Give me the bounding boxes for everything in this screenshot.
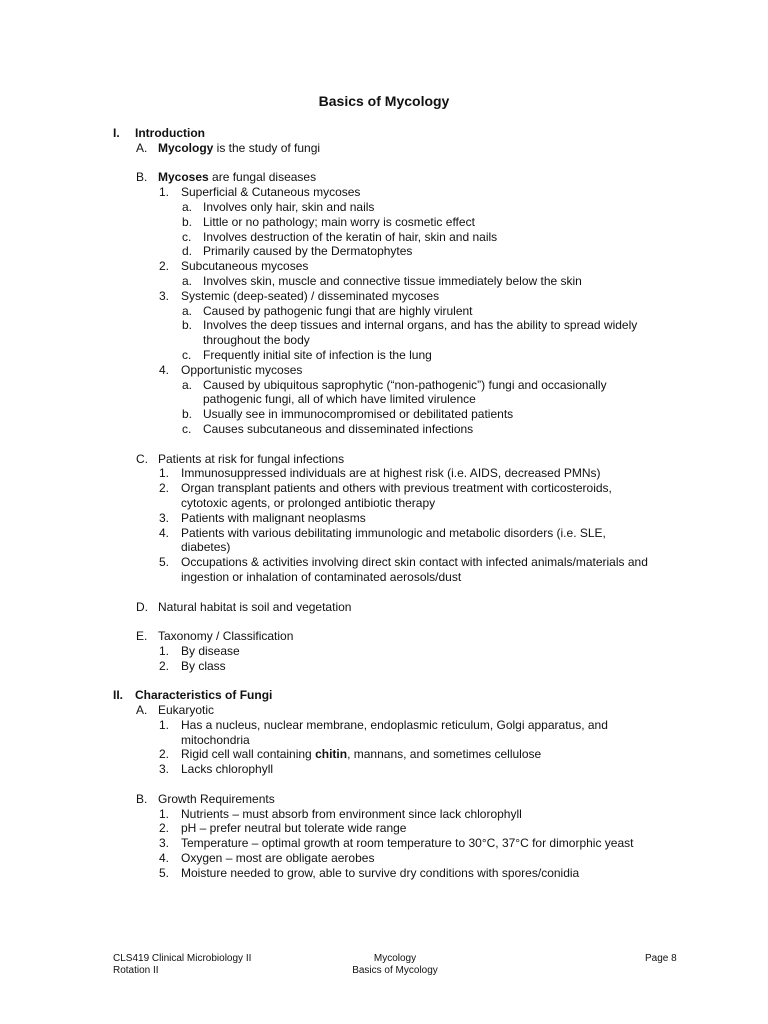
item-text: Caused by ubiquitous saprophytic (“non-pathogenic”) fungi and occasionally — [203, 377, 607, 392]
outline-item — [0, 703, 768, 718]
footer-course: CLS419 Clinical Microbiology II — [113, 953, 252, 964]
item-text: Involves the deep tissues and internal organs, and has the ability to spread widely — [203, 318, 638, 333]
item-text: Involves destruction of the keratin of hair, skin and nails — [203, 229, 498, 244]
list-marker: b. — [182, 214, 193, 229]
outline-item — [0, 747, 768, 762]
outline-item — [0, 688, 768, 703]
outline-item — [0, 333, 768, 348]
item-text: Involves skin, muscle and connective tissue immediately below the skin — [203, 273, 582, 288]
item-text: diabetes) — [181, 540, 231, 555]
item-text: ingestion or inhalation of contaminated aerosols/dust — [181, 569, 462, 584]
item-text: Patients with various debilitating immunologic and metabolic disorders (i.e. SLE, — [181, 525, 606, 540]
item-text — [158, 170, 316, 185]
item-text: Organ transplant patients and others with previous treatment with corticosteroids, — [181, 481, 612, 496]
outline-item — [0, 259, 768, 274]
outline-item — [0, 392, 768, 407]
list-marker: B. — [136, 170, 148, 185]
item-text: Occupations & activities involving direct skin contact with infected animals/materials and — [181, 555, 648, 570]
blank-line — [0, 777, 768, 792]
item-text: Systemic (deep-seated) / disseminated mycoses — [181, 288, 440, 303]
item-text-rest: are fungal diseases — [208, 170, 317, 185]
item-text-start: Rigid cell wall containing — [181, 747, 316, 762]
item-text: Growth Requirements — [158, 791, 275, 806]
footer-rotation: Rotation II — [113, 965, 159, 976]
item-text: Taxonomy / Classification — [158, 629, 294, 644]
item-text: Eukaryotic — [158, 703, 215, 718]
outline-item — [0, 629, 768, 644]
item-text: cytotoxic agents, or prolonged antibiotic therapy — [181, 495, 436, 510]
document-title: Basics of Mycology — [318, 93, 450, 109]
list-marker: 4. — [159, 851, 170, 866]
item-text: Opportunistic mycoses — [181, 362, 303, 377]
list-marker: II. — [113, 688, 124, 703]
outline-item — [0, 496, 768, 511]
outline-item — [0, 821, 768, 836]
list-marker: E. — [136, 629, 148, 644]
outline-item — [0, 481, 768, 496]
list-marker: c. — [182, 347, 192, 362]
list-marker: 2. — [159, 747, 170, 762]
item-text: Introduction — [135, 126, 205, 140]
outline-item — [0, 215, 768, 230]
list-marker: 2. — [159, 658, 170, 673]
list-marker: 2. — [159, 821, 170, 836]
item-text: Moisture needed to grow, able to survive dry conditions with spores/conidia — [181, 865, 580, 880]
item-text: Lacks chlorophyll — [181, 762, 274, 777]
outline-item — [0, 200, 768, 215]
item-text: Immunosuppressed individuals are at highest risk (i.e. AIDS, decreased PMNs) — [181, 466, 601, 481]
outline-item — [0, 807, 768, 822]
outline-item — [0, 274, 768, 289]
item-text: Caused by pathogenic fungi that are highly virulent — [203, 303, 473, 318]
item-text: throughout the body — [203, 333, 310, 348]
outline-item — [0, 644, 768, 659]
list-marker: 3. — [159, 762, 170, 777]
outline-item — [0, 126, 768, 141]
list-marker: c. — [182, 229, 192, 244]
list-marker: 1. — [159, 717, 170, 732]
list-marker: 5. — [159, 865, 170, 880]
bold-term: chitin — [315, 747, 348, 762]
item-text-rest: is the study of fungi — [213, 140, 321, 155]
list-marker: a. — [182, 303, 193, 318]
footer-subject: Mycology — [373, 953, 417, 964]
outline-item — [0, 511, 768, 526]
outline-item — [0, 304, 768, 319]
item-text: Causes subcutaneous and disseminated infections — [203, 421, 474, 436]
list-marker: 4. — [159, 525, 170, 540]
item-text: Patients at risk for fungal infections — [158, 451, 345, 466]
blank-line — [0, 156, 768, 171]
item-text: Subcutaneous mycoses — [181, 259, 309, 274]
bold-term: Mycology — [158, 140, 214, 155]
blank-line — [0, 614, 768, 629]
item-text: Natural habitat is soil and vegetation — [158, 599, 352, 614]
footer-topic: Basics of Mycology — [352, 965, 438, 976]
list-marker: 5. — [159, 555, 170, 570]
list-marker: 3. — [159, 836, 170, 851]
outline-item — [0, 836, 768, 851]
item-text: Frequently initial site of infection is the lung — [203, 347, 432, 362]
outline-item — [0, 318, 768, 333]
list-marker: a. — [182, 273, 193, 288]
outline-item — [0, 866, 768, 881]
blank-line — [0, 437, 768, 452]
item-text: pH – prefer neutral but tolerate wide range — [181, 821, 407, 836]
list-marker: D. — [136, 599, 148, 614]
outline-item — [0, 718, 768, 733]
outline-item — [0, 762, 768, 777]
outline-item — [0, 348, 768, 363]
list-marker: 3. — [159, 510, 170, 525]
outline-body — [0, 126, 768, 881]
list-marker: C. — [136, 451, 148, 466]
outline-item — [0, 851, 768, 866]
outline-item — [0, 363, 768, 378]
list-marker: B. — [136, 791, 148, 806]
item-text: pathogenic fungi, all of which have limited virulence — [203, 392, 476, 407]
item-text: Characteristics of Fungi — [135, 688, 273, 703]
list-marker: 1. — [159, 643, 170, 658]
list-marker: 2. — [159, 481, 170, 496]
outline-item — [0, 170, 768, 185]
outline-item — [0, 141, 768, 156]
list-marker: 2. — [159, 259, 170, 274]
outline-item — [0, 452, 768, 467]
list-marker: A. — [136, 703, 148, 718]
list-marker: b. — [182, 318, 193, 333]
list-marker: c. — [182, 421, 192, 436]
list-marker: b. — [182, 407, 193, 422]
outline-item — [0, 733, 768, 748]
item-text: By disease — [181, 643, 240, 658]
item-text: By class — [181, 658, 226, 673]
list-marker: 1. — [159, 466, 170, 481]
item-text: Primarily caused by the Dermatophytes — [203, 244, 413, 259]
item-text: Oxygen – most are obligate aerobes — [181, 851, 375, 866]
list-marker: I. — [113, 126, 120, 140]
list-marker: 1. — [159, 185, 170, 200]
bold-term: Mycoses — [158, 170, 209, 185]
outline-item — [0, 600, 768, 615]
item-text: Patients with malignant neoplasms — [181, 510, 366, 525]
item-text-end: , mannans, and sometimes cellulose — [347, 747, 542, 762]
item-text: mitochondria — [181, 732, 250, 747]
item-text: Has a nucleus, nuclear membrane, endoplasmic reticulum, Golgi apparatus, and — [181, 717, 608, 732]
outline-item — [0, 570, 768, 585]
outline-item — [0, 407, 768, 422]
item-text: Involves only hair, skin and nails — [203, 199, 375, 214]
outline-item — [0, 659, 768, 674]
list-marker: a. — [182, 377, 193, 392]
outline-item — [0, 526, 768, 541]
list-marker: 4. — [159, 362, 170, 377]
blank-line — [0, 673, 768, 688]
outline-item — [0, 230, 768, 245]
item-text: Superficial & Cutaneous mycoses — [181, 185, 361, 200]
outline-item — [0, 185, 768, 200]
item-text — [158, 141, 320, 156]
item-text: Temperature – optimal growth at room temperature to 30°C, 37°C for dimorphic yeast — [181, 836, 634, 851]
list-marker: a. — [182, 199, 193, 214]
footer-page-number: Page 8 — [645, 953, 677, 964]
outline-item — [0, 244, 768, 259]
item-text: Nutrients – must absorb from environment since lack chlorophyll — [181, 806, 522, 821]
list-marker: 1. — [159, 806, 170, 821]
item-text: Usually see in immunocompromised or debilitated patients — [203, 407, 514, 422]
outline-item — [0, 378, 768, 393]
list-marker: A. — [136, 140, 148, 155]
outline-item — [0, 422, 768, 437]
outline-item — [0, 289, 768, 304]
outline-item — [0, 555, 768, 570]
outline-item — [0, 466, 768, 481]
outline-item — [0, 792, 768, 807]
list-marker: 3. — [159, 288, 170, 303]
outline-item — [0, 540, 768, 555]
list-marker: d. — [182, 244, 193, 259]
blank-line — [0, 585, 768, 600]
item-text: Little or no pathology; main worry is cosmetic effect — [203, 214, 475, 229]
item-text — [181, 747, 541, 762]
